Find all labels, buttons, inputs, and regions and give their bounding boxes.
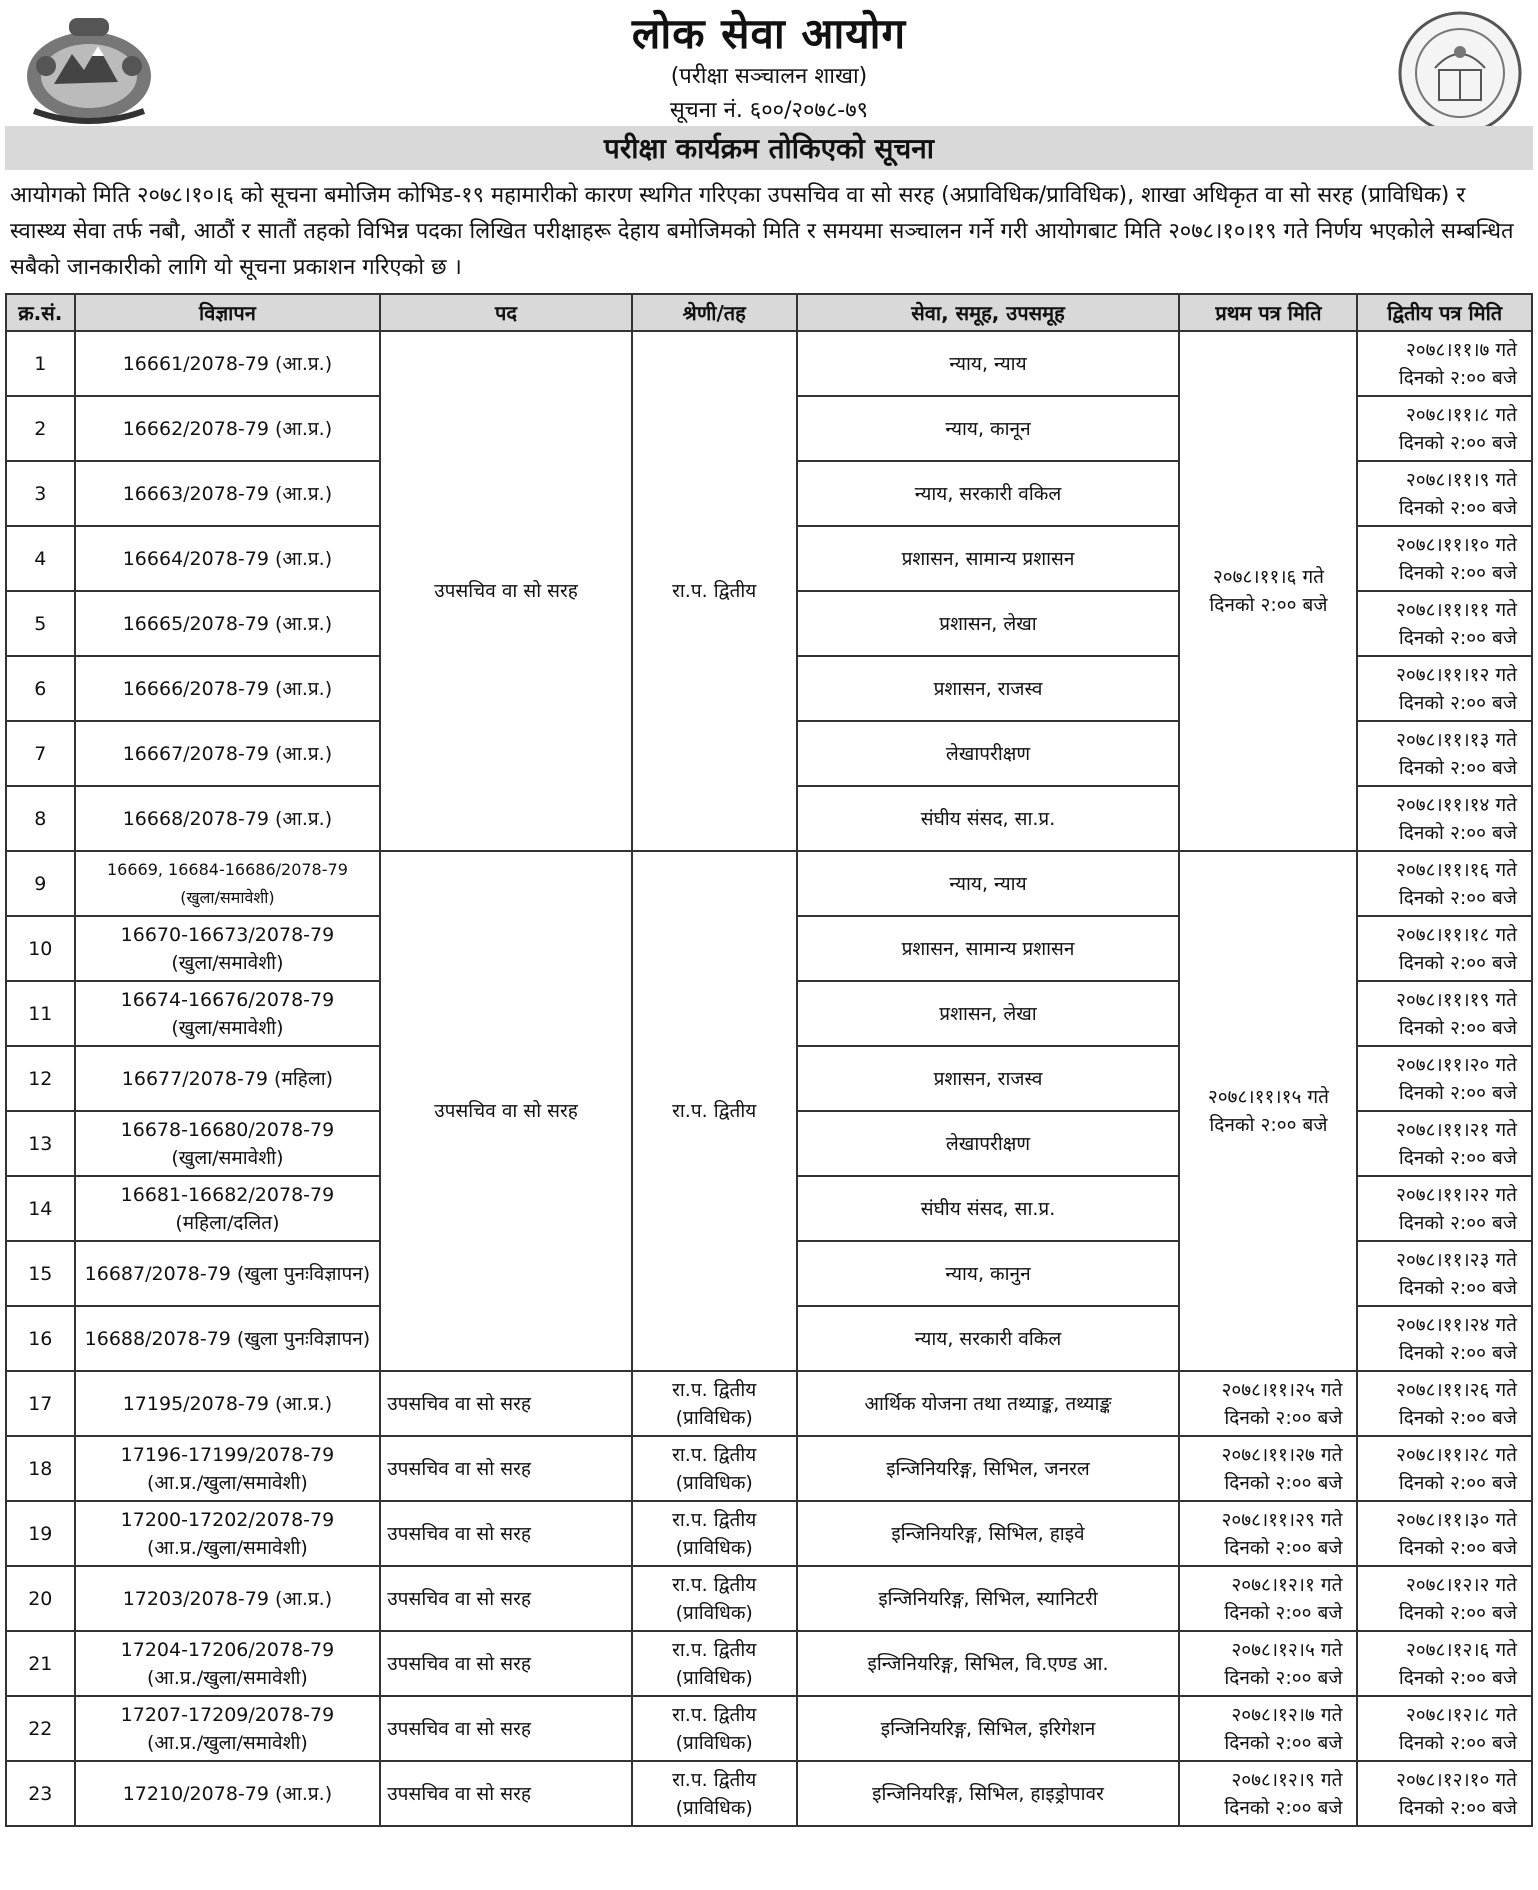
date-cell [1357,1111,1532,1176]
cell-line: २०७८।११।२८ गते [1395,1443,1517,1466]
cell-line: दिनको २:०० बजे [1398,626,1517,649]
level-cell [632,1566,797,1631]
cell-line: (प्राविधिक) [675,1796,753,1819]
cell-line: (प्राविधिक) [675,1536,753,1559]
cell-line: २०७८।१२।८ गते [1405,1703,1517,1726]
table-row [6,1501,1532,1566]
cell-line: दिनको २:०० बजे [1398,1666,1517,1689]
cell-line: (खुला/समावेशी) [171,1146,284,1169]
serial-cell: 21 [6,1631,75,1696]
service-cell: इन्जिनियरिङ्ग, सिभिल, हाइवे [797,1501,1180,1566]
cell-line: दिनको २:०० बजे [1224,1406,1343,1429]
serial-cell: 17 [6,1371,75,1436]
section-subtitle: (परीक्षा सञ्चालन शाखा) [670,64,868,89]
advertisement-cell [75,1371,381,1436]
advertisement-cell [75,1501,381,1566]
column-header: श्रेणी/तह [632,294,797,331]
first-paper-date-cell [1179,851,1357,1371]
serial-cell: 12 [6,1046,75,1111]
intro-paragraph: आयोगको मिति २०७८।१०।६ को सूचना बमोजिम कोभिड-१९ महामारीको कारण स्थगित गरिएका उपसचिव वा सो सरह (अप्राविधिक/प्राविधिक), शाखा अधिकृत वा सो सरह (प्राविधिक) र स्वास्थ्य सेवा तर्फ नबौ, आठौं र सातौं तहको विभिन्न पदका लिखित परीक्षाहरू देहाय बमोजिमको मिति र समयमा सञ्चालन गर्ने गरी आयोगबाट मिति २०७८।१०।१९ गते निर्णय भएकोले सम्बन्धित सबैको जानकारीको लागि यो सूचना प्रकाशन गरिएको छ । [10,183,1514,280]
advertisement-cell [75,591,381,656]
cell-line: २०७८।१२।७ गते [1231,1703,1343,1726]
cell-line: (खुला/समावेशी) [171,1016,284,1039]
cell-line: २०७८।१२।१ गते [1231,1573,1343,1596]
cell-line: २०७८।११।२० गते [1395,1053,1517,1076]
cell-line: २०७८।११।८ गते [1405,403,1517,426]
service-cell: इन्जिनियरिङ्ग, सिभिल, वि.एण्ड आ. [797,1631,1180,1696]
service-cell: प्रशासन, राजस्व [797,656,1180,721]
advertisement-cell [75,1046,381,1111]
service-cell: इन्जिनियरिङ्ग, सिभिल, इरिगेशन [797,1696,1180,1761]
cell-line: रा.प. द्वितीय [672,1638,757,1661]
advertisement-cell [75,851,381,916]
level-cell: रा.प. द्वितीय [632,331,797,851]
cell-line: २०७८।११।६ गते [1212,566,1324,588]
cell-line: २०७८।११।७ गते [1405,338,1517,361]
post-cell: उपसचिव वा सो सरह [380,1631,632,1696]
cell-line: (आ.प्र./खुला/समावेशी) [147,1731,308,1754]
date-cell [1357,1631,1532,1696]
cell-line: २०७८।११।२६ गते [1395,1378,1517,1401]
cell-line: २०७८।११।९ गते [1405,468,1517,491]
cell-line: दिनको २:०० बजे [1398,821,1517,844]
cell-line: २०७८।१२।९ गते [1231,1768,1343,1791]
date-cell [1357,1241,1532,1306]
column-header: द्वितीय पत्र मिति [1357,294,1532,331]
cell-line: 17210/2078-79 (आ.प्र.) [122,1782,333,1805]
serial-cell: 2 [6,396,75,461]
notice-banner: परीक्षा कार्यक्रम तोकिएको सूचना [5,126,1533,170]
cell-line: दिनको २:०० बजे [1398,1016,1517,1039]
service-cell: न्याय, सरकारी वकिल [797,1306,1180,1371]
post-cell: उपसचिव वा सो सरह [380,1566,632,1631]
date-cell [1357,1046,1532,1111]
cell-line: (खुला/समावेशी) [171,951,284,974]
date-cell [1357,721,1532,786]
cell-line: (आ.प्र./खुला/समावेशी) [147,1471,308,1494]
date-cell [1357,851,1532,916]
cell-line: रा.प. द्वितीय [672,1573,757,1596]
cell-line: दिनको २:०० बजे [1398,496,1517,519]
cell-line: (आ.प्र./खुला/समावेशी) [147,1666,308,1689]
table-row [6,851,1532,916]
table-header-row [6,294,1532,331]
cell-line: 16665/2078-79 (आ.प्र.) [122,612,333,635]
date-cell [1179,1371,1357,1436]
advertisement-cell [75,1566,381,1631]
cell-line: (आ.प्र./खुला/समावेशी) [147,1536,308,1559]
cell-line: २०७८।११।२५ गते [1221,1378,1343,1401]
cell-line: 16666/2078-79 (आ.प्र.) [122,677,333,700]
cell-line: दिनको २:०० बजे [1398,1146,1517,1169]
advertisement-cell [75,981,381,1046]
cell-line: २०७८।११।२९ गते [1221,1508,1343,1531]
cell-line: दिनको २:०० बजे [1398,1211,1517,1234]
level-cell [632,1371,797,1436]
date-cell [1357,786,1532,851]
cell-line: रा.प. द्वितीय [672,1443,757,1466]
serial-cell: 3 [6,461,75,526]
page-title: लोक सेवा आयोग [631,9,907,58]
cell-line: २०७८।११।२२ गते [1395,1183,1517,1206]
advertisement-cell [75,786,381,851]
cell-line: दिनको २:०० बजे [1398,1731,1517,1754]
level-cell: रा.प. द्वितीय [632,851,797,1371]
serial-cell: 9 [6,851,75,916]
advertisement-cell [75,1696,381,1761]
cell-line: 16670-16673/2078-79 [120,923,335,946]
service-cell: संघीय संसद, सा.प्र. [797,786,1180,851]
cell-line: 16662/2078-79 (आ.प्र.) [122,417,333,440]
cell-line: दिनको २:०० बजे [1224,1601,1343,1624]
column-header: सेवा, समूह, उपसमूह [797,294,1180,331]
advertisement-cell [75,916,381,981]
cell-line: २०७८।११।१२ गते [1395,663,1517,686]
cell-line: २०७८।१२।६ गते [1405,1638,1517,1661]
date-cell [1357,1371,1532,1436]
cell-line: २०७८।१२।२ गते [1405,1573,1517,1596]
column-header: विज्ञापन [75,294,381,331]
column-header: प्रथम पत्र मिति [1179,294,1357,331]
date-cell [1357,916,1532,981]
cell-line: दिनको २:०० बजे [1398,561,1517,584]
cell-line: 16677/2078-79 (महिला) [121,1067,334,1090]
cell-line: 17196-17199/2078-79 [120,1443,335,1466]
serial-cell: 23 [6,1761,75,1826]
date-cell [1357,1436,1532,1501]
cell-line: 17200-17202/2078-79 [120,1508,335,1531]
cell-line: दिनको २:०० बजे [1224,1471,1343,1494]
serial-cell: 4 [6,526,75,591]
cell-line: दिनको २:०० बजे [1398,431,1517,454]
date-cell [1179,1436,1357,1501]
table-row [6,1696,1532,1761]
date-cell [1357,981,1532,1046]
cell-line: दिनको २:०० बजे [1398,691,1517,714]
serial-cell: 8 [6,786,75,851]
service-cell: इन्जिनियरिङ्ग, सिभिल, हाइड्रोपावर [797,1761,1180,1826]
post-cell: उपसचिव वा सो सरह [380,1501,632,1566]
date-cell [1357,591,1532,656]
cell-line: (प्राविधिक) [675,1666,753,1689]
advertisement-cell [75,1761,381,1826]
advertisement-cell [75,656,381,721]
cell-line: 16681-16682/2078-79 [120,1183,335,1206]
date-cell [1179,1761,1357,1826]
advertisement-cell [75,331,381,396]
cell-line: 17207-17209/2078-79 [120,1703,335,1726]
cell-line: दिनको २:०० बजे [1398,1536,1517,1559]
table-row [6,1371,1532,1436]
cell-line: २०७८।११।१३ गते [1395,728,1517,751]
cell-line: रा.प. द्वितीय [672,1768,757,1791]
cell-line: दिनको २:०० बजे [1398,756,1517,779]
serial-cell: 6 [6,656,75,721]
date-cell [1357,461,1532,526]
cell-line: २०७८।११।३० गते [1395,1508,1517,1531]
cell-line: दिनको २:०० बजे [1398,1276,1517,1299]
notice-number: सूचना नं. ६००/२०७८-७९ [669,98,869,123]
cell-line: (महिला/दलित) [175,1211,280,1234]
serial-cell: 5 [6,591,75,656]
column-header: पद [380,294,632,331]
advertisement-cell [75,1306,381,1371]
date-cell [1357,526,1532,591]
cell-line: दिनको २:०० बजे [1398,1406,1517,1429]
service-cell: प्रशासन, लेखा [797,981,1180,1046]
cell-line: दिनको २:०० बजे [1224,1731,1343,1754]
serial-cell: 10 [6,916,75,981]
cell-line: 16667/2078-79 (आ.प्र.) [122,742,333,765]
post-cell: उपसचिव वा सो सरह [380,1436,632,1501]
cell-line: 16669, 16684-16686/2078-79 [106,859,348,879]
advertisement-cell [75,1436,381,1501]
service-cell: न्याय, कानून [797,396,1180,461]
service-cell: प्रशासन, सामान्य प्रशासन [797,916,1180,981]
post-cell: उपसचिव वा सो सरह [380,1696,632,1761]
date-cell [1357,1306,1532,1371]
serial-cell: 16 [6,1306,75,1371]
cell-line: २०७८।११।१८ गते [1395,923,1517,946]
service-cell: न्याय, न्याय [797,331,1180,396]
date-cell [1357,656,1532,721]
service-cell: लेखापरीक्षण [797,1111,1180,1176]
cell-line: २०७८।११।२७ गते [1221,1443,1343,1466]
cell-line: दिनको २:०० बजे [1398,1471,1517,1494]
cell-line: २०७८।११।१९ गते [1395,988,1517,1011]
level-cell [632,1501,797,1566]
cell-line: दिनको २:०० बजे [1224,1666,1343,1689]
cell-line: रा.प. द्वितीय [672,1508,757,1531]
cell-line: २०७८।१२।५ गते [1231,1638,1343,1661]
cell-line: 16688/2078-79 (खुला पुनःविज्ञापन) [84,1327,371,1350]
advertisement-cell [75,461,381,526]
cell-line: दिनको २:०० बजे [1209,1114,1328,1136]
cell-line: (प्राविधिक) [675,1601,753,1624]
advertisement-cell [75,396,381,461]
cell-line: २०७८।१२।१० गते [1395,1768,1517,1791]
level-cell [632,1761,797,1826]
service-cell: न्याय, न्याय [797,851,1180,916]
cell-line: (खुला/समावेशी) [180,887,275,907]
cell-line: (प्राविधिक) [675,1406,753,1429]
cell-line: 16664/2078-79 (आ.प्र.) [122,547,333,570]
serial-cell: 18 [6,1436,75,1501]
cell-line: २०७८।११।२१ गते [1395,1118,1517,1141]
service-cell: संघीय संसद, सा.प्र. [797,1176,1180,1241]
post-cell: उपसचिव वा सो सरह [380,331,632,851]
table-row [6,1436,1532,1501]
cell-line: दिनको २:०० बजे [1398,1796,1517,1819]
cell-line: २०७८।११।१० गते [1395,533,1517,556]
serial-cell: 20 [6,1566,75,1631]
date-cell [1357,396,1532,461]
cell-line: 17195/2078-79 (आ.प्र.) [122,1392,333,1415]
cell-line: 16687/2078-79 (खुला पुनःविज्ञापन) [84,1262,371,1285]
level-cell [632,1631,797,1696]
serial-cell: 14 [6,1176,75,1241]
date-cell [1357,1501,1532,1566]
cell-line: २०७८।११।१५ गते [1207,1086,1329,1108]
post-cell: उपसचिव वा सो सरह [380,851,632,1371]
serial-cell: 15 [6,1241,75,1306]
date-cell [1357,1566,1532,1631]
cell-line: २०७८।११।२४ गते [1395,1313,1517,1336]
first-paper-date-cell [1179,331,1357,851]
service-cell: आर्थिक योजना तथा तथ्याङ्क, तथ्याङ्क [797,1371,1180,1436]
cell-line: रा.प. द्वितीय [672,1703,757,1726]
cell-line: 16661/2078-79 (आ.प्र.) [122,352,333,375]
table-row [6,1631,1532,1696]
post-cell: उपसचिव वा सो सरह [380,1371,632,1436]
date-cell [1357,1761,1532,1826]
cell-line: दिनको २:०० बजे [1224,1536,1343,1559]
service-cell: लेखापरीक्षण [797,721,1180,786]
cell-line: २०७८।११।११ गते [1395,598,1517,621]
date-cell [1179,1501,1357,1566]
cell-line: २०७८।११।१४ गते [1395,793,1517,816]
cell-line: (प्राविधिक) [675,1471,753,1494]
date-cell [1179,1566,1357,1631]
table-row [6,1566,1532,1631]
date-cell [1357,1696,1532,1761]
advertisement-cell [75,1631,381,1696]
cell-line: 16674-16676/2078-79 [120,988,335,1011]
cell-line: (प्राविधिक) [675,1731,753,1754]
advertisement-cell [75,1111,381,1176]
cell-line: दिनको २:०० बजे [1224,1796,1343,1819]
date-cell [1179,1696,1357,1761]
date-cell [1179,1631,1357,1696]
service-cell: इन्जिनियरिङ्ग, सिभिल, स्यानिटरी [797,1566,1180,1631]
psc-seal-icon [1395,8,1525,138]
cell-line: रा.प. द्वितीय [672,1378,757,1401]
service-cell: प्रशासन, राजस्व [797,1046,1180,1111]
cell-line: 16663/2078-79 (आ.प्र.) [122,482,333,505]
serial-cell: 7 [6,721,75,786]
cell-line: दिनको २:०० बजे [1398,951,1517,974]
post-cell: उपसचिव वा सो सरह [380,1761,632,1826]
table-row [6,331,1532,396]
cell-line: दिनको २:०० बजे [1398,1601,1517,1624]
cell-line: २०७८।११।२३ गते [1395,1248,1517,1271]
serial-cell: 22 [6,1696,75,1761]
date-cell [1357,331,1532,396]
cell-line: 17204-17206/2078-79 [120,1638,335,1661]
serial-cell: 19 [6,1501,75,1566]
cell-line: 16668/2078-79 (आ.प्र.) [122,807,333,830]
column-header: क्र.सं. [6,294,75,331]
cell-line: दिनको २:०० बजे [1398,1341,1517,1364]
service-cell: न्याय, सरकारी वकिल [797,461,1180,526]
service-cell: न्याय, कानुन [797,1241,1180,1306]
exam-schedule-table [5,293,1533,1827]
cell-line: 16678-16680/2078-79 [120,1118,335,1141]
table-row [6,1761,1532,1826]
cell-line: दिनको २:०० बजे [1209,594,1328,616]
service-cell: प्रशासन, लेखा [797,591,1180,656]
cell-line: दिनको २:०० बजे [1398,886,1517,909]
serial-cell: 11 [6,981,75,1046]
cell-line: 17203/2078-79 (आ.प्र.) [122,1587,333,1610]
cell-line: दिनको २:०० बजे [1398,1081,1517,1104]
service-cell: प्रशासन, सामान्य प्रशासन [797,526,1180,591]
advertisement-cell [75,1241,381,1306]
level-cell [632,1696,797,1761]
serial-cell: 13 [6,1111,75,1176]
cell-line: दिनको २:०० बजे [1398,366,1517,389]
date-cell [1357,1176,1532,1241]
advertisement-cell [75,1176,381,1241]
level-cell [632,1436,797,1501]
serial-cell: 1 [6,331,75,396]
service-cell: इन्जिनियरिङ्ग, सिभिल, जनरल [797,1436,1180,1501]
cell-line: २०७८।११।१६ गते [1395,858,1517,881]
advertisement-cell [75,721,381,786]
advertisement-cell [75,526,381,591]
